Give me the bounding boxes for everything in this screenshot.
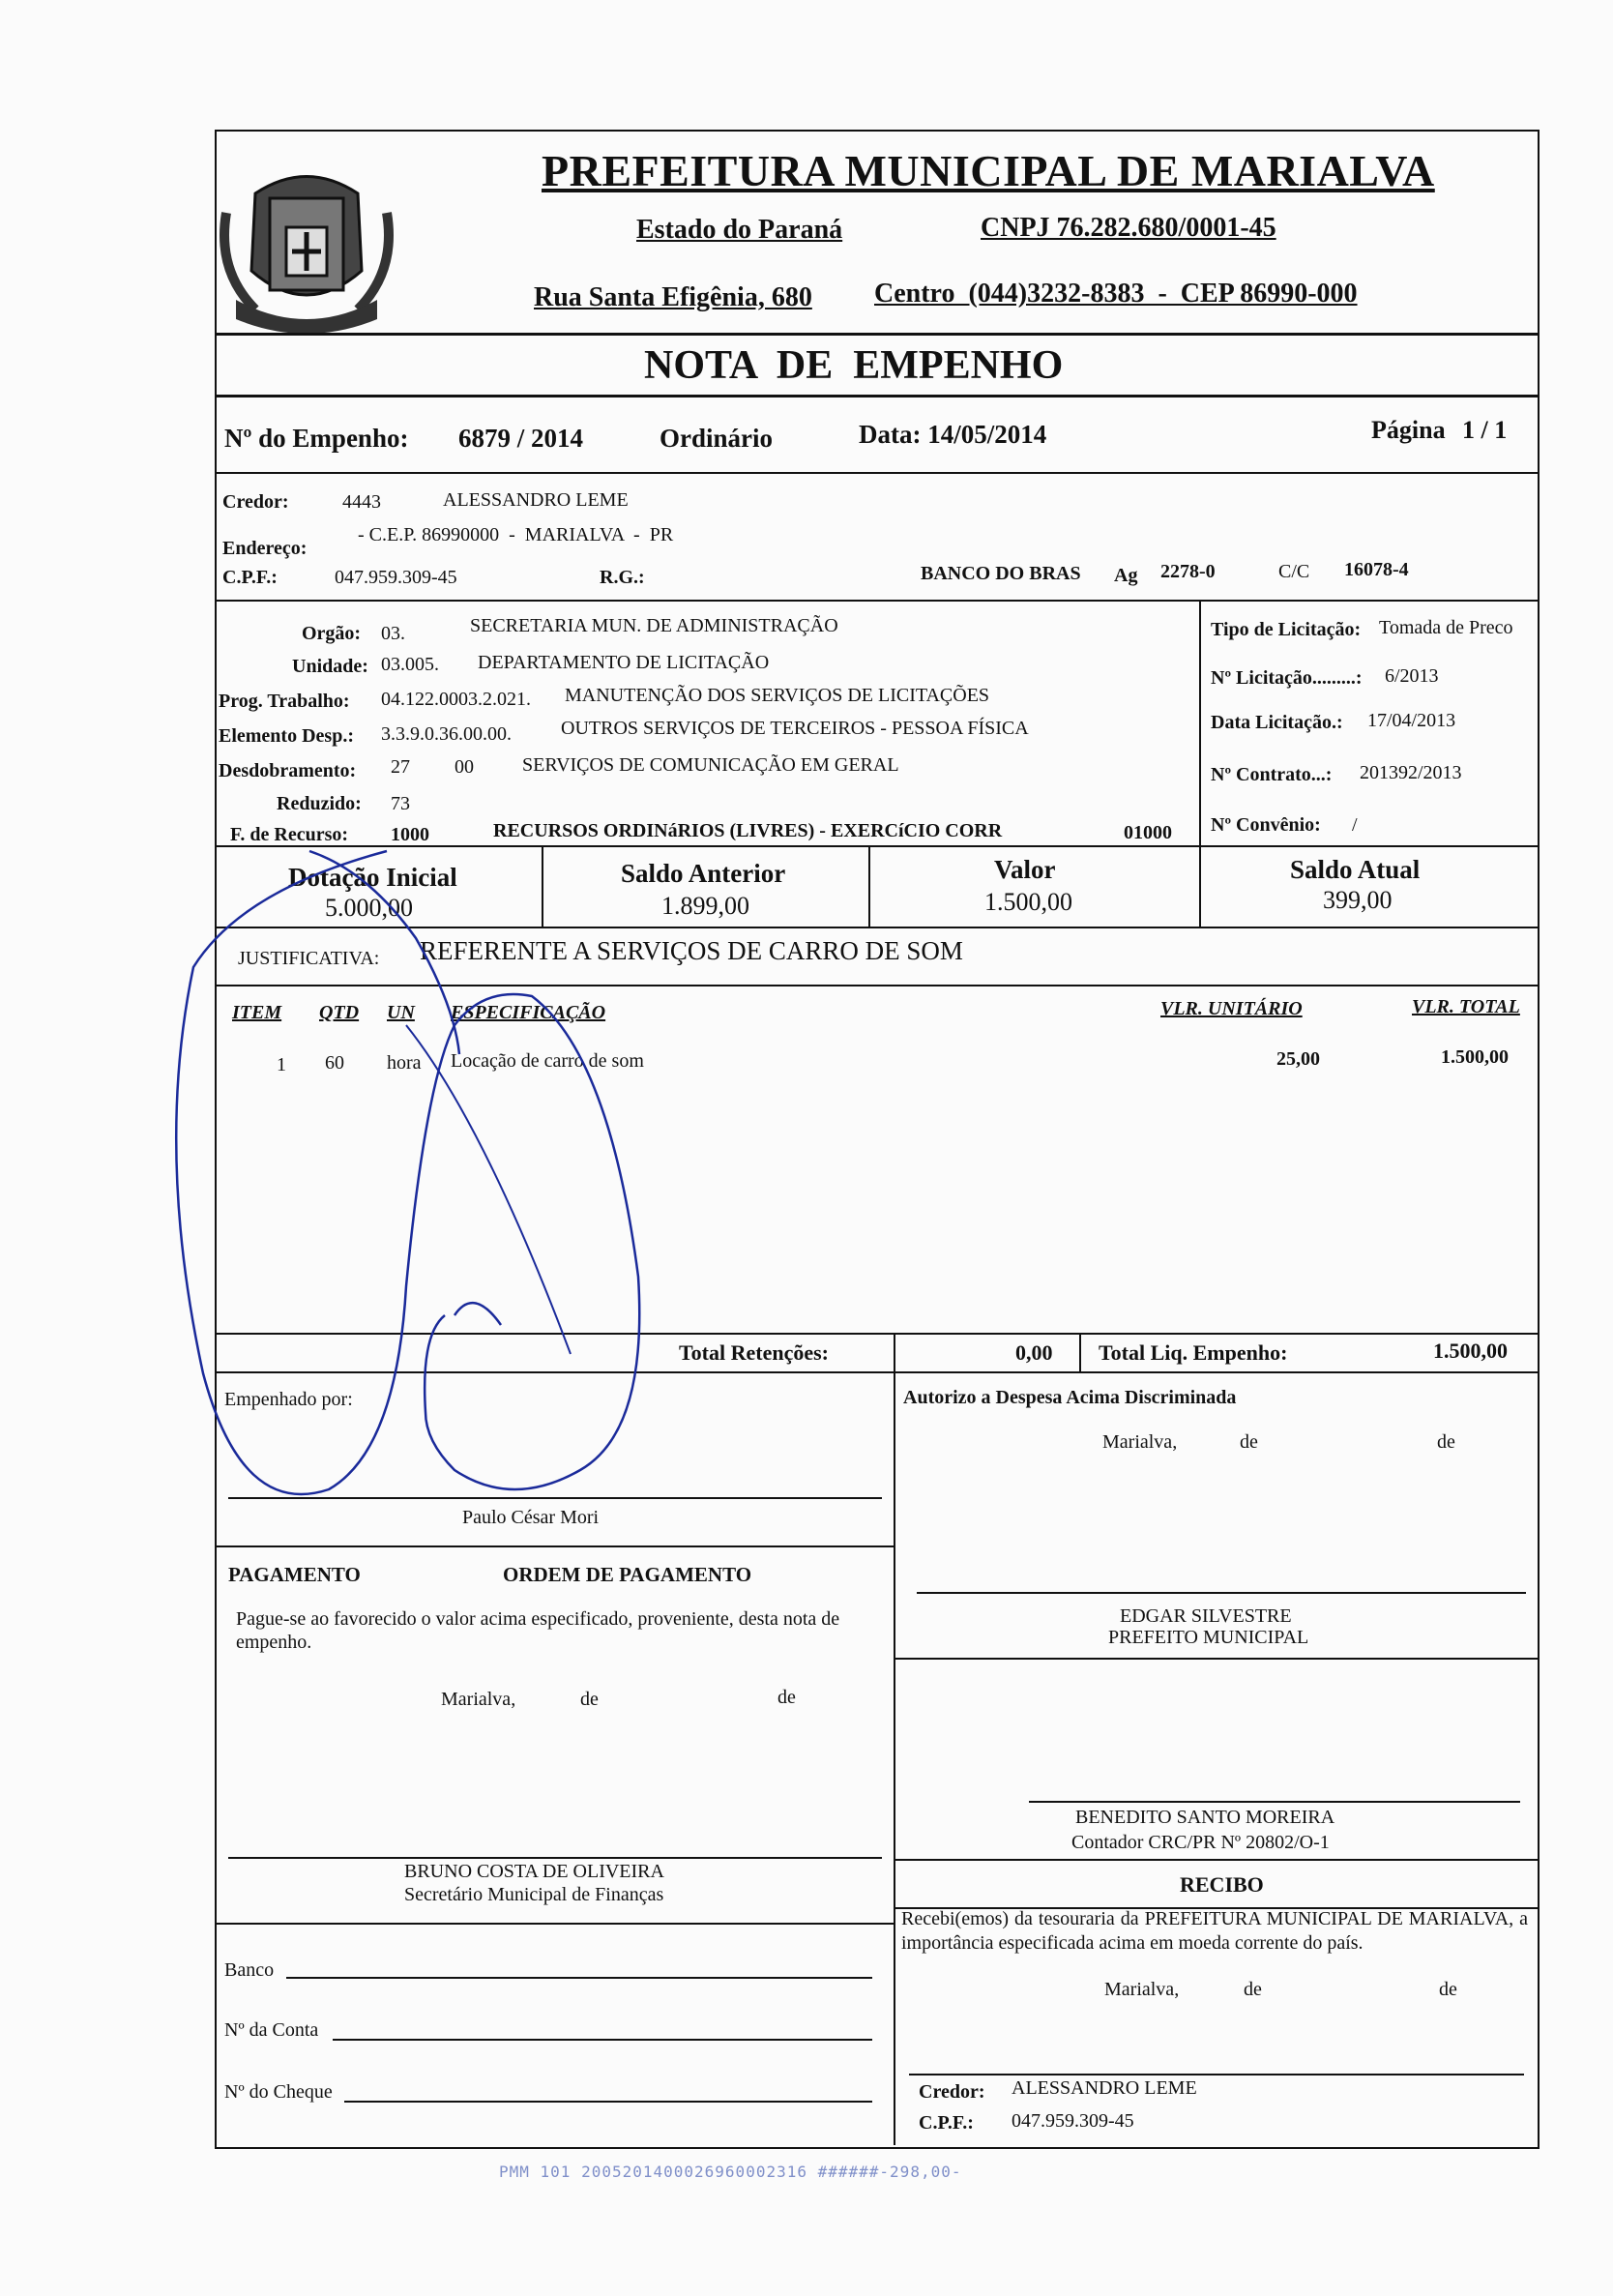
fonte-recurso-label: F. de Recurso:: [230, 824, 349, 845]
page-number: 1 / 1: [1462, 416, 1508, 444]
saldo-atual-label: Saldo Atual: [1290, 855, 1421, 884]
col-header-especificacao: ESPECIFICAÇÃO: [451, 1002, 606, 1023]
justificativa-text: REFERENTE A SERVIÇOS DE CARRO DE SOM: [420, 936, 963, 965]
col-header-un: UN: [387, 1002, 415, 1023]
orgao-label: Orgão:: [302, 623, 362, 644]
empenhado-name: Paulo César Mori: [462, 1507, 600, 1528]
recibo-cpf-value: 047.959.309-45: [1012, 2110, 1134, 2132]
unidade-name: DEPARTAMENTO DE LICITAÇÃO: [478, 652, 770, 673]
contact-text: Centro (044)3232-8383 - CEP 86990-000: [874, 279, 1358, 309]
municipal-coat-of-arms: [217, 155, 396, 344]
rg-label: R.G.:: [600, 567, 645, 588]
credor-code: 4443: [342, 491, 381, 513]
col-header-vlr-unitario: VLR. UNITÁRIO: [1160, 998, 1303, 1019]
prog-trabalho-code: 04.122.0003.2.021.: [381, 689, 531, 710]
endereco-label: Endereço:: [222, 538, 308, 559]
contrato-label: Nº Contrato...:: [1211, 764, 1333, 785]
credor-name: ALESSANDRO LEME: [443, 489, 629, 511]
desdobramento-code: 27: [391, 756, 410, 778]
page-title: PREFEITURA MUNICIPAL DE MARIALVA: [542, 146, 1435, 195]
state-text: Estado do Paraná: [636, 215, 843, 245]
contrato-value: 201392/2013: [1360, 762, 1462, 783]
col-header-vlr-total: VLR. TOTAL: [1412, 996, 1520, 1017]
reduzido-code: 73: [391, 793, 410, 814]
autorizo-label: Autorizo a Despesa Acima Discriminada: [903, 1387, 1237, 1408]
recibo-text: Recebi(emos) da tesouraria da PREFEITURA MUNICIPAL DE MARIALVA, a importância especificada acima em moeda corrente do país.: [901, 1908, 1528, 1954]
banco-label: Banco: [224, 1959, 275, 1981]
address-text: Rua Santa Efigênia, 680: [534, 282, 812, 312]
saldo-atual-value: 399,00: [1323, 886, 1393, 914]
justificativa-label: JUSTIFICATIVA:: [238, 948, 380, 969]
empenho-type: Ordinário: [660, 424, 774, 453]
pagamento-label: PAGAMENTO: [228, 1563, 361, 1586]
cpf-value: 047.959.309-45: [335, 567, 457, 588]
cnpj-text: CNPJ 76.282.680/0001-45: [981, 213, 1276, 243]
pagamento-de1: de: [580, 1689, 599, 1710]
total-liquido-label: Total Liq. Empenho:: [1099, 1340, 1288, 1365]
agency-label: Ag: [1114, 565, 1138, 586]
recibo-label: RECIBO: [1180, 1872, 1264, 1897]
secretario-role: Secretário Municipal de Finanças: [404, 1884, 664, 1905]
orgao-code: 03.: [381, 623, 405, 644]
col-header-qtd: QTD: [319, 1002, 360, 1023]
barcode-text: PMM 101 2005201400026960002316 ######-298,00-: [499, 2163, 962, 2181]
item-cell: 1: [277, 1054, 286, 1075]
total-liquido-value: 1.500,00: [1433, 1339, 1508, 1363]
desdobramento-sub: 00: [455, 756, 474, 778]
recibo-de1: de: [1244, 1979, 1262, 2000]
orgao-name: SECRETARIA MUN. DE ADMINISTRAÇÃO: [470, 615, 838, 636]
prefeito-role: PREFEITO MUNICIPAL: [1108, 1627, 1309, 1648]
recibo-credor-label: Credor:: [919, 2081, 985, 2103]
fonte-recurso-code: 1000: [391, 824, 429, 845]
col-header-item: ITEM: [232, 1002, 282, 1023]
contador-name: BENEDITO SANTO MOREIRA: [1075, 1807, 1335, 1828]
empenho-number: 6879 / 2014: [458, 424, 584, 453]
convenio-label: Nº Convênio:: [1211, 814, 1321, 836]
data-licitacao-label: Data Licitação.:: [1211, 712, 1343, 733]
saldo-anterior-label: Saldo Anterior: [621, 859, 786, 888]
pagamento-text: Pague-se ao favorecido o valor acima especificado, proveniente, desta nota de empenho.: [236, 1608, 840, 1653]
recibo-credor-name: ALESSANDRO LEME: [1012, 2077, 1197, 2099]
prog-trabalho-label: Prog. Trabalho:: [219, 691, 350, 712]
total-retencoes-label: Total Retenções:: [679, 1340, 829, 1365]
fonte-recurso-name: RECURSOS ORDINáRIOS (LIVRES) - EXERCíCIO CORR: [493, 820, 1003, 841]
fonte-recurso-number: 01000: [1124, 822, 1172, 843]
recibo-de2: de: [1439, 1979, 1457, 2000]
empenho-date: Data: 14/05/2014: [859, 420, 1047, 449]
agency-value: 2278-0: [1160, 561, 1216, 582]
autorizo-de2: de: [1437, 1431, 1455, 1453]
valor-value: 1.500,00: [984, 888, 1072, 916]
bank-name: BANCO DO BRAS: [921, 563, 1081, 584]
desdobramento-label: Desdobramento:: [219, 760, 357, 781]
account-label: C/C: [1278, 561, 1310, 582]
prog-trabalho-name: MANUTENÇÃO DOS SERVIÇOS DE LICITAÇÕES: [565, 685, 990, 706]
valor-label: Valor: [994, 855, 1056, 884]
dotacao-inicial-value: 5.000,00: [325, 894, 413, 922]
reduzido-label: Reduzido:: [277, 793, 362, 814]
contador-role: Contador CRC/PR Nº 20802/O-1: [1071, 1832, 1330, 1853]
tipo-licitacao-label: Tipo de Licitação:: [1211, 619, 1362, 640]
num-licitacao-value: 6/2013: [1385, 665, 1439, 687]
recibo-city: Marialva,: [1104, 1979, 1180, 2000]
document-title: NOTA DE EMPENHO: [644, 343, 1064, 388]
pagamento-de2: de: [777, 1687, 796, 1708]
secretario-name: BRUNO COSTA DE OLIVEIRA: [404, 1861, 664, 1882]
ordem-pagamento-label: ORDEM DE PAGAMENTO: [503, 1563, 752, 1586]
qtd-cell: 60: [325, 1052, 344, 1074]
cheque-label: Nº do Cheque: [224, 2081, 333, 2103]
empenhado-label: Empenhado por:: [224, 1389, 353, 1410]
elemento-code: 3.3.9.0.36.00.00.: [381, 723, 512, 745]
un-cell: hora: [387, 1052, 422, 1074]
vlr-unitario-cell: 25,00: [1276, 1048, 1320, 1070]
page-label: Página: [1371, 416, 1446, 444]
handwritten-signature: [164, 832, 667, 1547]
unidade-code: 03.005.: [381, 654, 439, 675]
account-value: 16078-4: [1344, 559, 1409, 580]
elemento-name: OUTROS SERVIÇOS DE TERCEIROS - PESSOA FÍSICA: [561, 718, 1029, 739]
pagamento-city: Marialva,: [441, 1689, 516, 1710]
autorizo-city: Marialva,: [1102, 1431, 1178, 1453]
autorizo-de1: de: [1240, 1431, 1258, 1453]
cpf-label: C.P.F.:: [222, 567, 278, 588]
elemento-label: Elemento Desp.:: [219, 725, 354, 747]
unidade-label: Unidade:: [292, 656, 368, 677]
num-licitacao-label: Nº Licitação.........:: [1211, 667, 1363, 689]
especificacao-cell: Locação de carro de som: [451, 1050, 644, 1072]
recibo-cpf-label: C.P.F.:: [919, 2112, 974, 2134]
credor-label: Credor:: [222, 491, 289, 513]
saldo-anterior-value: 1.899,00: [661, 892, 749, 920]
vlr-total-cell: 1.500,00: [1441, 1046, 1509, 1068]
dotacao-inicial-label: Dotação Inicial: [288, 863, 457, 892]
data-licitacao-value: 17/04/2013: [1367, 710, 1456, 731]
tipo-licitacao-value: Tomada de Preco: [1379, 617, 1513, 638]
desdobramento-name: SERVIÇOS DE COMUNICAÇÃO EM GERAL: [522, 754, 899, 776]
convenio-value: /: [1352, 814, 1358, 836]
endereco-value: - C.E.P. 86990000 - MARIALVA - PR: [358, 524, 674, 545]
prefeito-name: EDGAR SILVESTRE: [1120, 1605, 1292, 1627]
conta-label: Nº da Conta: [224, 2019, 319, 2041]
total-retencoes-value: 0,00: [1015, 1340, 1053, 1365]
empenho-number-label: Nº do Empenho:: [224, 424, 409, 453]
